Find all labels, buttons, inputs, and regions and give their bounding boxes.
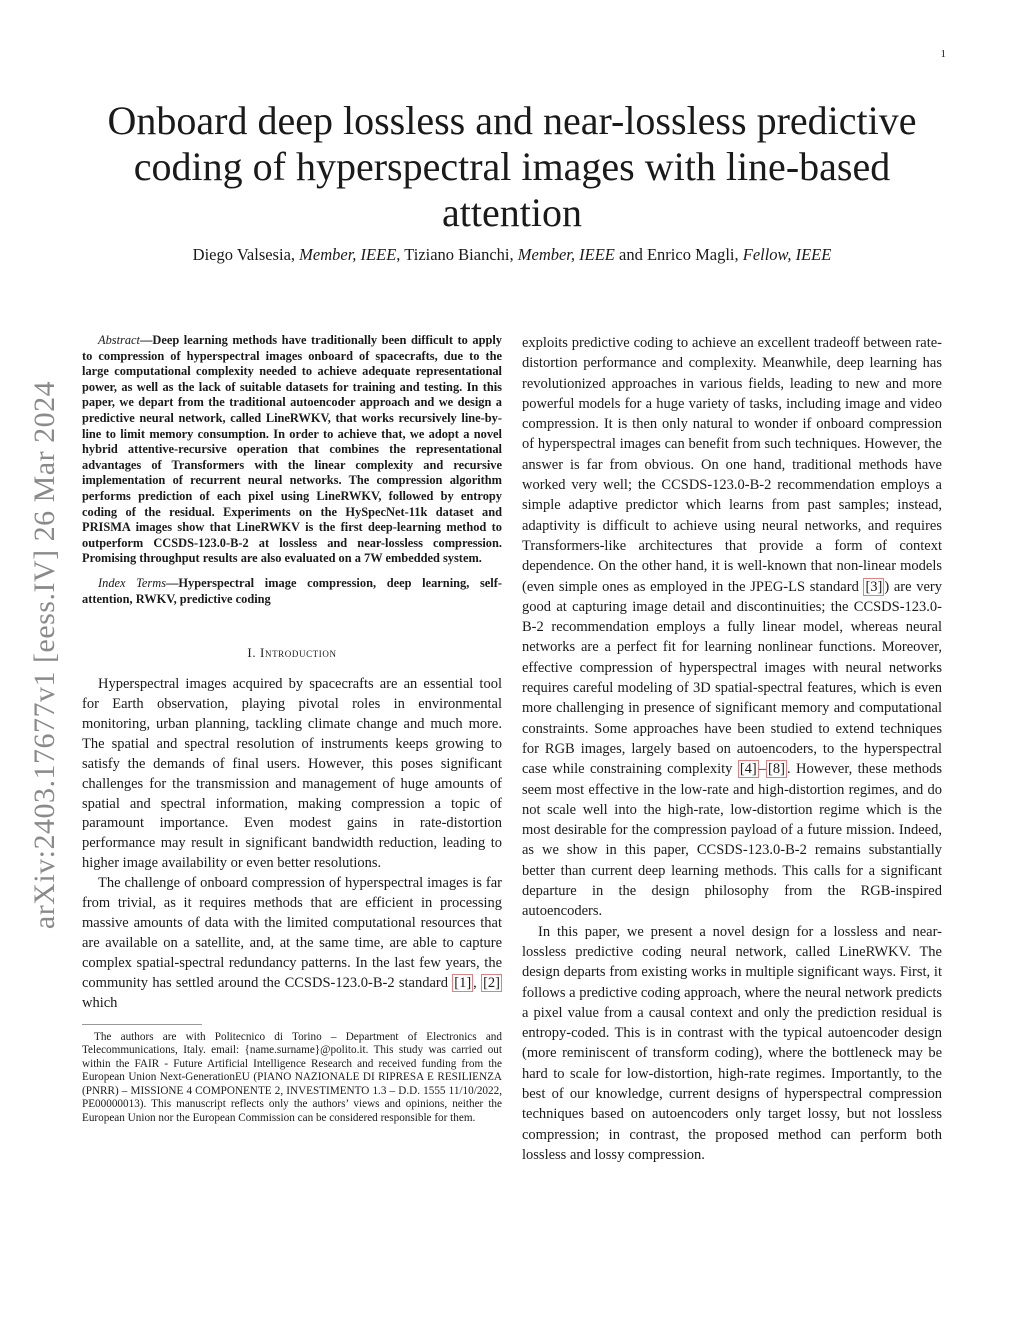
page-number: 1 — [940, 48, 946, 60]
citation-link-2[interactable]: [2] — [483, 974, 500, 991]
citation-link-3[interactable]: [3] — [865, 578, 883, 595]
author-1-role: Member, IEEE — [299, 245, 397, 264]
index-terms-lead: Index Terms — [98, 575, 167, 590]
abstract-lead: Abstract — [98, 333, 140, 347]
citation-link-4[interactable]: [4] — [739, 761, 757, 778]
author-list — [80, 245, 944, 265]
citation-link-1[interactable]: [1] — [454, 974, 472, 991]
author-2: , Tiziano Bianchi, — [396, 245, 518, 264]
index-terms-text: —Hyperspectral image compression, deep learning, self-attention, RWKV, predictive coding — [82, 575, 502, 606]
author-3: and Enrico Magli, — [614, 245, 743, 264]
right-paragraph-1-text-a: exploits predictive coding to achieve an excellent tradeoff between rate-distortion performance and complexity. Meanwhile, deep learning has revolutionized approaches in various fields, leading to new and more powerful models for a huge variety of tasks, including image and video compression. It is then only natural to wonder if onboard compression of hyperspectral images can benefit from such techniques. However, the answer is far from obvious. On one hand, traditional methods have worked very well; the CCSDS-123.0-B-2 recommendation employs a simple adaptive predictor which learns from past samples; instead, adaptivity is difficult to achieve using neural networks, and requires Transformers-like architectures that provide a form of context dependence. On the other hand, it is well-known that non-linear models (even simple ones as employed in the JPEG-LS standard — [522, 335, 942, 595]
intro-paragraph-2 — [82, 874, 502, 1013]
section-title: Introduction — [260, 645, 337, 661]
author-1: Diego Valsesia, — [192, 245, 300, 264]
right-column — [522, 333, 942, 1165]
right-paragraph-1 — [522, 333, 942, 922]
citation-separator: , — [473, 974, 482, 991]
right-paragraph-2: In this paper, we present a novel design for a lossless and near-lossless predictive coding neural network, called LineRWKV. The design departs from existing works in multiple significant ways. First, it follows a predictive coding approach, where the neural network predicts a pixel value from a causal context and only the prediction residual is entropy-coded. This is in contrast with the typical autoencoder design (more reminiscent of transform coding), where the bottleneck may be hard to scale for low-distortion, high-rate regimes. Importantly, to the best of our knowledge, current designs of hyperspectral compression techniques based on autoencoders only target lossy, but not lossless compression; in contrast, the proposed method can perform both lossless and lossy compression. — [522, 923, 942, 1163]
author-2-role: Member, IEEE — [517, 245, 615, 264]
author-3-role: Fellow, IEEE — [742, 245, 832, 264]
section-number: I. — [247, 645, 261, 661]
abstract-text: —Deep learning methods have traditionally been difficult to apply to compression of hyperspectral images onboard of spacecrafts, due to the large computational complexity needed to achieve adequate representational power, as well as the lack of suitable datasets for training and testing. In this paper, we depart from the traditional autoencoder approach and we design a predictive neural network, called LineRWKV, that works recursively line-by-line to limit memory consumption. In order to achieve that, we adopt a novel hybrid attentive-recursive operation that combines the representational advantages of Transformers with the linear complexity and recursive implementation of recurrent neural networks. The compression algorithm performs prediction of each pixel using LineRWKV, followed by entropy coding of the residual. Experiments on the HySpecNet-11k dataset and PRISMA images show that LineRWKV is the first deep-learning method to outperform CCSDS-123.0-B-2 at lossless and near-lossless compression. Promising throughput results are also evaluated on a 7W embedded system. — [82, 333, 502, 566]
intro-paragraph-2-text: The challenge of onboard compression of hyperspectral images is far from trivial, as it requires methods that are efficient in processing massive amounts of data with the limited computational resources that are available on a satellite, and, at the same time, are able to capture complex spatial-spectral redundancy patterns. In the last few years, the community has settled around the CCSDS-123.0-B-2 standard — [82, 875, 502, 991]
index-terms — [82, 576, 502, 607]
citation-link-8[interactable]: [8] — [768, 761, 785, 778]
intro-paragraph-2-tail: which — [82, 994, 118, 1011]
right-paragraph-1-text-b: ) are very good at capturing image detail and discontinuities; the CCSDS-123.0-B-2 recommendation employs a fully linear model, whereas neural networks are a perfect fit for learning nonlinear functions. Moreover, effective compression of hyperspectral images with neural networks requires careful modeling of 3D spatial-spectral features, which is even more challenging in presence of significant memory and computational constraints. Some approaches have been studied to extend techniques for RGB images, largely based on autoencoders, to the hyperspectral case while constraining complexity — [522, 578, 942, 778]
paper-title: Onboard deep lossless and near-lossless predictive coding of hyperspectral images with line-based attention — [107, 98, 917, 235]
footnote-divider — [82, 1024, 202, 1025]
left-column — [82, 333, 502, 1126]
right-paragraph-1-text-c: . However, these methods seem most effective in the low-rate and high-distortion regimes, and do not scale well into the high-rate, low-distortion regime which is the most desirable for the compression payload of a future mission. Indeed, as we show in this paper, CCSDS-123.0-B-2 remains substantially better than current deep learning methods. This calls for a significant departure in the design philosophy from the RGB-inspired autoencoders. — [522, 761, 942, 920]
citation-range-dash: – — [758, 761, 767, 778]
arxiv-identifier-stamp — [20, 350, 70, 960]
author-affiliation-footnote: The authors are with Politecnico di Torino – Department of Electronics and Telecommunications, Italy. email: {name.surname}@polito.it. This study was carried out within the FAIR - Future Artificial Intelligence Research and received funding from the European Union Next-GenerationEU (PIANO NAZIONALE DI RIPRESA E RESILIENZA (PNRR) – MISSIONE 4 COMPONENTE 2, INVESTIMENTO 1.3 – D.D. 1555 11/10/2022, PE00000013). This manuscript reflects only the authors’ views and opinions, neither the European Union nor the European Commission can be considered responsible for them. — [82, 1030, 502, 1125]
intro-paragraph-1: Hyperspectral images acquired by spacecrafts are an essential tool for Earth observation, playing pivotal roles in environmental monitoring, urban planning, tackling climate change and much more. The spatial and spectral resolution of instruments keeps growing to satisfy the demands of final users. However, this poses significant challenges for the transmission and management of huge amounts of spatial and spectral information, making compression a topic of paramount importance. Even modest gains in rate-distortion performance may result in significant bandwidth reduction, leading to higher image availability or even better resolutions. — [82, 676, 502, 872]
arxiv-identifier-text: arXiv:2403.17677v1 [eess.IV] 26 Mar 2024 — [28, 380, 61, 930]
section-heading-introduction — [82, 643, 502, 663]
abstract — [82, 333, 502, 567]
